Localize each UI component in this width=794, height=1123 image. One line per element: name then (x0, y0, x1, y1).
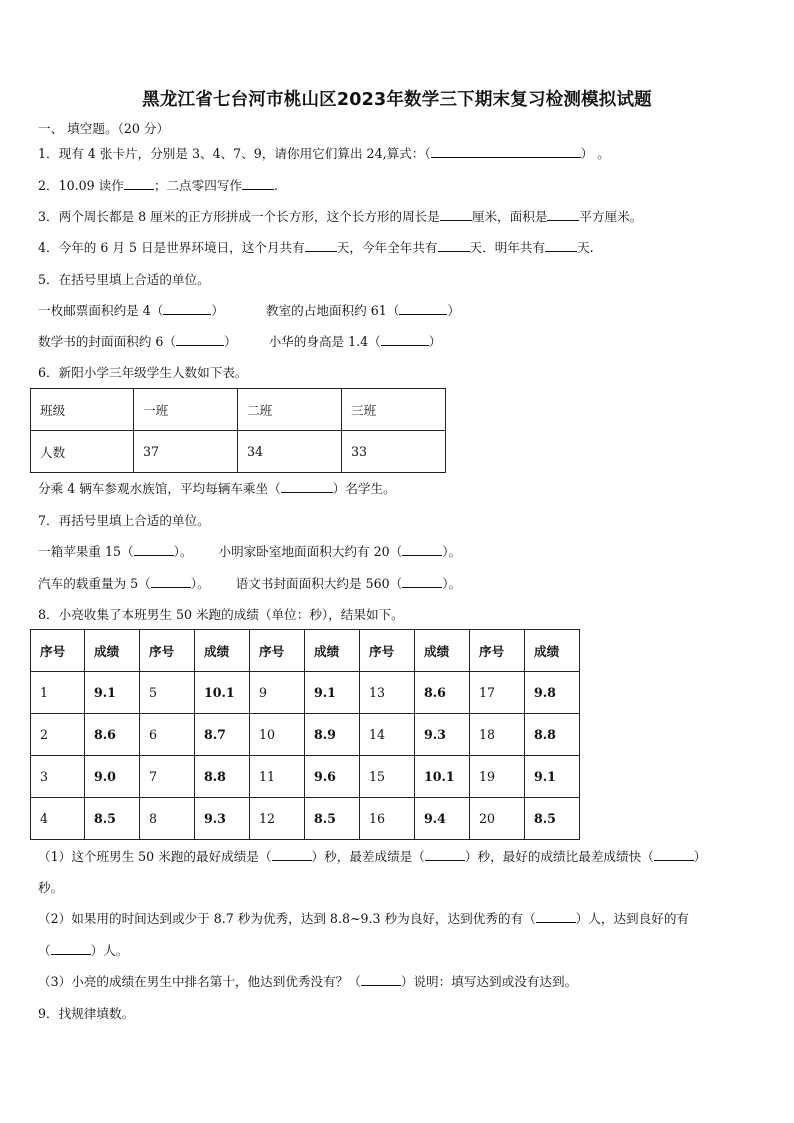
table-cell: 8.5 (525, 798, 580, 840)
table-cell: 12 (250, 798, 305, 840)
answer-blank[interactable] (399, 302, 447, 315)
table-row (31, 714, 580, 756)
table-cell: 17 (470, 672, 525, 714)
table-cell: 成绩 (195, 630, 250, 672)
table-cell: 3 (31, 756, 85, 798)
table-cell: 2 (31, 714, 85, 756)
question-5-line-1: 一枚邮票面积约是 4（ ） 教室的占地面积约 61（ ） (38, 303, 460, 318)
table-cell: 成绩 (305, 630, 360, 672)
exam-title: 黑龙江省七台河市桃山区2023年数学三下期末复习检测模拟试题 (142, 90, 652, 110)
table-cell: 8.6 (85, 714, 140, 756)
table-row (31, 630, 580, 672)
question-5-heading: 5．在括号里填上合适的单位。 (38, 272, 210, 287)
table-cell: 9.1 (85, 672, 140, 714)
table-row (31, 431, 446, 473)
table-cell: 序号 (31, 630, 85, 672)
answer-blank[interactable] (654, 848, 694, 861)
table-cell: 10.1 (195, 672, 250, 714)
question-8-part-2-cont: （ ）人。 (38, 943, 129, 958)
table-cell: 9.1 (525, 756, 580, 798)
table-cell: 8.5 (305, 798, 360, 840)
answer-blank[interactable] (176, 333, 224, 346)
table-cell: 序号 (470, 630, 525, 672)
table-cell: 7 (140, 756, 195, 798)
answer-blank[interactable] (381, 333, 429, 346)
answer-blank[interactable] (124, 177, 154, 190)
question-8-part-2: （2）如果用的时间达到或少于 8.7 秒为优秀，达到 8.8~9.3 秒为良好，达到优秀的有（ ）人，达到良好的有 (38, 911, 690, 926)
table-cell: 人数 (31, 431, 134, 473)
question-3: 3．两个周长都是 8 厘米的正方形拼成一个长方形，这个长方形的周长是 厘米，面积是 平方厘米。 (38, 209, 643, 224)
table-cell: 1 (31, 672, 85, 714)
table-cell: 20 (470, 798, 525, 840)
question-6-follow-up: 分乘 4 辆车参观水族馆，平均每辆车乘坐（ ）名学生。 (38, 481, 396, 496)
table-cell: 19 (470, 756, 525, 798)
table-cell: 8.5 (85, 798, 140, 840)
answer-blank[interactable] (272, 848, 312, 861)
answer-blank[interactable] (51, 942, 91, 955)
question-8-part-3: （3）小亮的成绩在男生中排名第十，他达到优秀没有？（ ）说明：填写达到或没有达到。 (38, 974, 578, 989)
table-cell: 10.1 (415, 756, 470, 798)
table-cell: 8.9 (305, 714, 360, 756)
answer-blank[interactable] (151, 575, 191, 588)
table-row (31, 756, 580, 798)
table-cell: 9.0 (85, 756, 140, 798)
answer-blank[interactable] (361, 973, 401, 986)
answer-blank[interactable] (536, 910, 576, 923)
table-cell: 一班 (134, 389, 238, 431)
table-cell: 二班 (238, 389, 342, 431)
answer-blank[interactable] (134, 543, 174, 556)
question-5-line-2: 数学书的封面面积约 6（ ） 小华的身高是 1.4（ ） (38, 334, 442, 349)
table-row (31, 672, 580, 714)
table-cell: 9.6 (305, 756, 360, 798)
question-7-heading: 7．再括号里填上合适的单位。 (38, 513, 210, 528)
question-2: 2．10.09 读作 ；二点零四写作 . (38, 178, 279, 193)
table-cell: 34 (238, 431, 342, 473)
table-cell: 14 (360, 714, 415, 756)
answer-blank[interactable] (242, 177, 274, 190)
table-cell: 9.4 (415, 798, 470, 840)
table-cell: 5 (140, 672, 195, 714)
question-7-line-1: 一箱苹果重 15（ ）。 小明家卧室地面面积大约有 20（ ）。 (38, 544, 462, 559)
table-cell: 班级 (31, 389, 134, 431)
question-8-heading: 8．小亮收集了本班男生 50 米跑的成绩（单位：秒），结果如下。 (38, 607, 404, 622)
question-1: 1．现有 4 张卡片，分别是 3、4、7、9，请你用它们算出 24,算式：（ ） 。 (38, 146, 610, 161)
table-row (31, 389, 446, 431)
question-4: 4．今年的 6 月 5 日是世界环境日，这个月共有 天，今年全年共有 天．明年共有 天. (38, 240, 594, 255)
table-cell: 10 (250, 714, 305, 756)
table-cell: 9.3 (415, 714, 470, 756)
section-fill-in-blank: 一、 填空题。（20 分） (38, 121, 170, 136)
class-headcount-table (30, 388, 446, 473)
table-cell: 成绩 (85, 630, 140, 672)
table-cell: 三班 (342, 389, 446, 431)
table-cell: 9.3 (195, 798, 250, 840)
answer-blank[interactable] (425, 848, 465, 861)
answer-blank[interactable] (305, 239, 337, 252)
question-8-part-1: （1）这个班男生 50 米跑的最好成绩是（ ）秒，最差成绩是（ ）秒，最好的成绩比最差成绩快（ ） (38, 849, 707, 864)
table-cell: 13 (360, 672, 415, 714)
question-7-line-2: 汽车的载重量为 5（ ）。 语文书封面面积大约是 560（ ）。 (38, 576, 462, 591)
table-cell: 成绩 (415, 630, 470, 672)
sprint-results-table (30, 629, 580, 840)
table-cell: 37 (134, 431, 238, 473)
table-row (31, 798, 580, 840)
table-cell: 9.8 (525, 672, 580, 714)
question-9-heading: 9．找规律填数。 (38, 1006, 135, 1021)
question-6-heading: 6．新阳小学三年级学生人数如下表。 (38, 365, 248, 380)
table-cell: 16 (360, 798, 415, 840)
table-cell: 成绩 (525, 630, 580, 672)
table-cell: 8.8 (195, 756, 250, 798)
answer-blank[interactable] (440, 208, 472, 221)
table-cell: 8.8 (525, 714, 580, 756)
answer-blank[interactable] (545, 239, 577, 252)
answer-blank[interactable] (281, 480, 333, 493)
answer-blank[interactable] (163, 302, 211, 315)
table-cell: 8.6 (415, 672, 470, 714)
answer-blank[interactable] (402, 575, 442, 588)
table-cell: 9.1 (305, 672, 360, 714)
table-cell: 33 (342, 431, 446, 473)
answer-blank[interactable] (431, 145, 581, 158)
table-cell: 序号 (360, 630, 415, 672)
table-cell: 8 (140, 798, 195, 840)
table-cell: 18 (470, 714, 525, 756)
table-cell: 序号 (250, 630, 305, 672)
answer-blank[interactable] (547, 208, 579, 221)
table-cell: 6 (140, 714, 195, 756)
table-cell: 11 (250, 756, 305, 798)
answer-blank[interactable] (438, 239, 470, 252)
table-cell: 8.7 (195, 714, 250, 756)
question-8-part-1-cont: 秒。 (38, 880, 64, 895)
table-cell: 序号 (140, 630, 195, 672)
table-cell: 15 (360, 756, 415, 798)
table-cell: 4 (31, 798, 85, 840)
table-cell: 9 (250, 672, 305, 714)
answer-blank[interactable] (402, 543, 442, 556)
